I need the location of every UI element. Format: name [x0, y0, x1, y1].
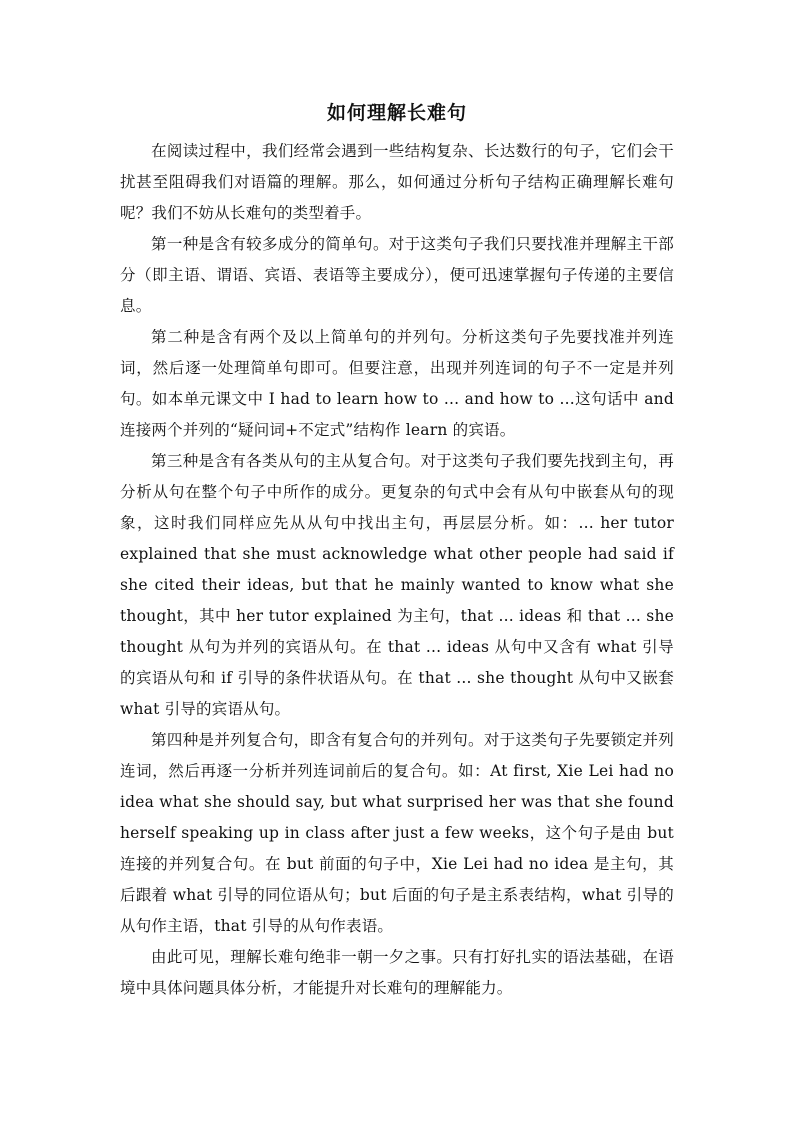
paragraph-conclusion: 由此可见，理解长难句绝非一朝一夕之事。只有打好扎实的语法基础，在语境中具体问题具体分析，才能提升对长难句的理解能力。 — [120, 948, 674, 997]
document-title: 如何理解长难句 — [326, 102, 467, 124]
paragraph-type-four: 第四种是并列复合句，即含有复合句的并列句。对于这类句子先要锁定并列连词，然后再逐一分析并列连词前后的复合句。如：At first, Xie Lei had no idea what she should say, but what surprised her was that she found herself speaking up in class after just a few weeks，这个句子是由 but 连接的并列复合句。在 but 前面的句子中，Xie Lei had no idea 是主句，其后跟着 what 引导的同位语从句；but 后面的句子是主系表结构，what 引导的从句作主语，that 引导的从句作表语。 — [120, 731, 674, 935]
paragraph-type-three: 第三种是含有各类从句的主从复合句。对于这类句子我们要先找到主句，再分析从句在整个句子中所作的成分。更复杂的句式中会有从句中嵌套从句的现象，这时我们同样应先从从句中找出主句，再层层分析。如：... her tutor explained that she must acknowledge what other people had said if she cited their ideas, but that he mainly wanted to know what she thought，其中 her tutor explained 为主句，that ... ideas 和 that ... she thought 从句为并列的宾语从句。在 that ... ideas 从句中又含有 what 引导的宾语从句和 if 引导的条件状语从句。在 that ... she thought 从句中又嵌套 what 引导的宾语从句。 — [120, 452, 674, 718]
document-page — [120, 96, 674, 1004]
paragraph-type-two: 第二种是含有两个及以上简单句的并列句。分析这类句子先要找准并列连词，然后逐一处理简单句即可。但要注意，出现并列连词的句子不一定是并列句。如本单元课文中 I had to learn how to ... and how to ...这句话中 and 连接两个并列的“疑问词+不定式”结构作 learn 的宾语。 — [120, 328, 674, 439]
paragraph-intro: 在阅读过程中，我们经常会遇到一些结构复杂、长达数行的句子，它们会干扰甚至阻碍我们对语篇的理解。那么，如何通过分析句子结构正确理解长难句呢？我们不妨从长难句的类型着手。 — [120, 142, 674, 222]
paragraph-type-one: 第一种是含有较多成分的简单句。对于这类句子我们只要找准并理解主干部分（即主语、谓语、宾语、表语等主要成分），便可迅速掌握句子传递的主要信息。 — [120, 235, 674, 315]
